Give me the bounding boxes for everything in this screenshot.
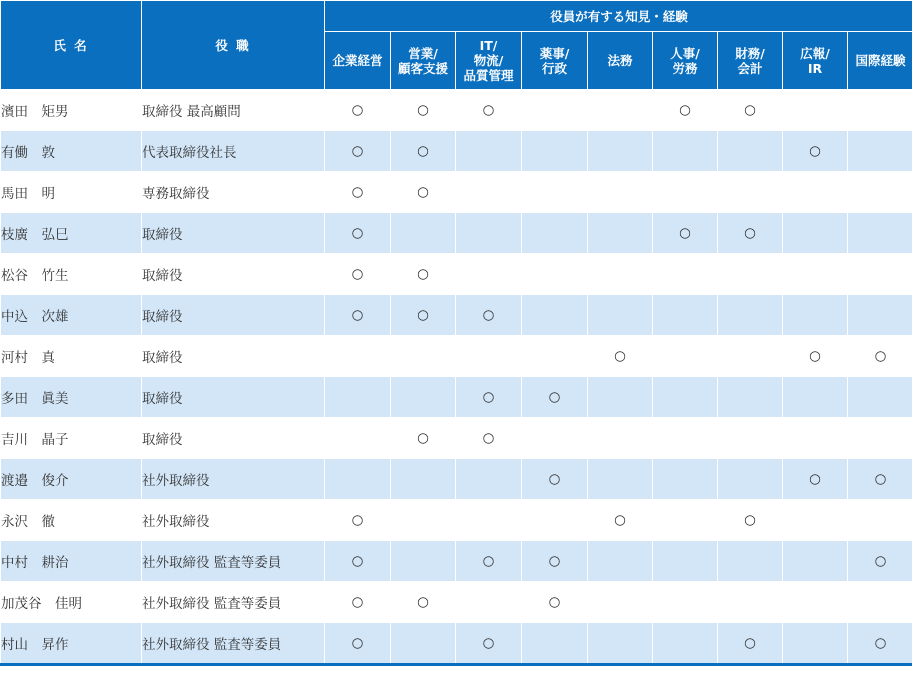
director-title: 取締役 <box>142 336 325 377</box>
director-name: 馬田 明 <box>1 172 142 213</box>
table-row <box>1 377 912 418</box>
skill-mark-cell: ○ <box>325 172 391 213</box>
skill-mark-cell: ○ <box>391 295 456 336</box>
skill-mark-cell: ○ <box>848 459 912 500</box>
skill-mark-cell: ○ <box>522 541 588 582</box>
table-row <box>1 500 912 541</box>
skill-mark-cell: ○ <box>522 582 588 623</box>
skill-empty-cell <box>588 582 653 623</box>
skill-empty-cell <box>718 131 783 172</box>
skill-empty-cell <box>718 377 783 418</box>
skill-empty-cell <box>653 623 718 665</box>
director-title: 取締役 <box>142 254 325 295</box>
skill-mark-cell: ○ <box>391 418 456 459</box>
table-row <box>1 172 912 213</box>
skill-mark-cell: ○ <box>325 295 391 336</box>
skill-empty-cell <box>848 90 912 131</box>
skill-header: IT/ 物流/ 品質管理 <box>456 32 522 90</box>
skill-empty-cell <box>783 541 848 582</box>
table-row <box>1 295 912 336</box>
skill-header: 財務/ 会計 <box>718 32 783 90</box>
skill-mark-cell: ○ <box>456 295 522 336</box>
skill-empty-cell <box>653 172 718 213</box>
skill-empty-cell <box>325 418 391 459</box>
table-row <box>1 254 912 295</box>
skill-empty-cell <box>783 500 848 541</box>
table-row <box>1 582 912 623</box>
skill-empty-cell <box>848 295 912 336</box>
skill-mark-cell: ○ <box>325 90 391 131</box>
director-name: 渡邉 俊介 <box>1 459 142 500</box>
skill-mark-cell: ○ <box>588 500 653 541</box>
skill-empty-cell <box>522 336 588 377</box>
director-title: 代表取締役社長 <box>142 131 325 172</box>
skill-empty-cell <box>653 459 718 500</box>
skill-empty-cell <box>718 254 783 295</box>
skill-empty-cell <box>456 582 522 623</box>
skill-empty-cell <box>522 131 588 172</box>
skill-empty-cell <box>588 541 653 582</box>
skill-empty-cell <box>522 418 588 459</box>
skill-empty-cell <box>456 500 522 541</box>
director-name: 加茂谷 佳明 <box>1 582 142 623</box>
skill-header: 営業/ 顧客支援 <box>391 32 456 90</box>
skill-empty-cell <box>456 131 522 172</box>
director-name: 多田 眞美 <box>1 377 142 418</box>
skill-empty-cell <box>848 377 912 418</box>
skill-empty-cell <box>391 336 456 377</box>
skill-empty-cell <box>718 418 783 459</box>
skill-empty-cell <box>653 418 718 459</box>
skill-empty-cell <box>718 336 783 377</box>
skill-mark-cell: ○ <box>325 131 391 172</box>
skill-header: 国際経験 <box>848 32 912 90</box>
skill-empty-cell <box>391 377 456 418</box>
skill-mark-cell: ○ <box>325 541 391 582</box>
skill-mark-cell: ○ <box>718 90 783 131</box>
skill-empty-cell <box>522 213 588 254</box>
skill-header: 広報/ IR <box>783 32 848 90</box>
skill-empty-cell <box>522 254 588 295</box>
skill-empty-cell <box>718 295 783 336</box>
skill-empty-cell <box>456 459 522 500</box>
director-title: 専務取締役 <box>142 172 325 213</box>
skill-empty-cell <box>848 418 912 459</box>
skill-empty-cell <box>522 623 588 665</box>
skill-empty-cell <box>653 500 718 541</box>
skill-mark-cell: ○ <box>325 213 391 254</box>
skill-empty-cell <box>325 377 391 418</box>
director-title: 社外取締役 監査等委員 <box>142 541 325 582</box>
skill-mark-cell: ○ <box>522 377 588 418</box>
director-title: 取締役 <box>142 295 325 336</box>
skill-mark-cell: ○ <box>653 213 718 254</box>
skill-empty-cell <box>588 418 653 459</box>
skill-mark-cell: ○ <box>391 172 456 213</box>
skill-empty-cell <box>848 213 912 254</box>
skill-empty-cell <box>588 295 653 336</box>
skill-empty-cell <box>848 172 912 213</box>
skill-empty-cell <box>588 90 653 131</box>
skill-empty-cell <box>456 213 522 254</box>
director-title: 取締役 最高顧問 <box>142 90 325 131</box>
skill-mark-cell: ○ <box>456 541 522 582</box>
skill-empty-cell <box>588 254 653 295</box>
director-title: 社外取締役 <box>142 500 325 541</box>
skill-mark-cell: ○ <box>783 336 848 377</box>
skill-mark-cell: ○ <box>325 254 391 295</box>
skill-mark-cell: ○ <box>391 254 456 295</box>
skill-header: 法務 <box>588 32 653 90</box>
skill-empty-cell <box>653 582 718 623</box>
skill-empty-cell <box>588 213 653 254</box>
director-title: 取締役 <box>142 213 325 254</box>
skill-empty-cell <box>588 172 653 213</box>
skill-mark-cell: ○ <box>783 459 848 500</box>
skill-empty-cell <box>391 623 456 665</box>
skill-mark-cell: ○ <box>653 90 718 131</box>
director-name: 中込 次雄 <box>1 295 142 336</box>
director-title: 取締役 <box>142 377 325 418</box>
skill-mark-cell: ○ <box>718 213 783 254</box>
skill-header: 薬事/ 行政 <box>522 32 588 90</box>
director-name: 枝廣 弘巳 <box>1 213 142 254</box>
skill-empty-cell <box>391 213 456 254</box>
skill-empty-cell <box>653 377 718 418</box>
skill-mark-cell: ○ <box>325 500 391 541</box>
table-row <box>1 213 912 254</box>
skill-empty-cell <box>588 459 653 500</box>
skill-mark-cell: ○ <box>456 377 522 418</box>
director-name: 有働 敦 <box>1 131 142 172</box>
skill-mark-cell: ○ <box>783 131 848 172</box>
skill-empty-cell <box>653 295 718 336</box>
skill-empty-cell <box>783 254 848 295</box>
column-header-title: 役 職 <box>142 1 325 90</box>
skill-empty-cell <box>783 377 848 418</box>
skill-empty-cell <box>588 623 653 665</box>
skill-empty-cell <box>588 131 653 172</box>
skill-empty-cell <box>718 459 783 500</box>
skill-mark-cell: ○ <box>588 336 653 377</box>
skill-mark-cell: ○ <box>325 582 391 623</box>
skill-empty-cell <box>653 541 718 582</box>
skill-empty-cell <box>456 254 522 295</box>
column-header-name: 氏 名 <box>1 1 142 90</box>
table-row <box>1 623 912 665</box>
column-group-header-skills: 役員が有する知見・経験 <box>325 1 912 32</box>
skill-mark-cell: ○ <box>391 90 456 131</box>
skill-mark-cell: ○ <box>391 131 456 172</box>
skill-empty-cell <box>718 541 783 582</box>
director-name: 村山 昇作 <box>1 623 142 665</box>
skill-empty-cell <box>653 131 718 172</box>
director-title: 取締役 <box>142 418 325 459</box>
skill-empty-cell <box>783 582 848 623</box>
skill-empty-cell <box>783 172 848 213</box>
director-name: 河村 真 <box>1 336 142 377</box>
director-name: 中村 耕治 <box>1 541 142 582</box>
skill-empty-cell <box>848 500 912 541</box>
skill-empty-cell <box>718 582 783 623</box>
skill-mark-cell: ○ <box>848 541 912 582</box>
table-row <box>1 459 912 500</box>
skill-mark-cell: ○ <box>718 623 783 665</box>
skill-mark-cell: ○ <box>456 623 522 665</box>
skill-empty-cell <box>783 418 848 459</box>
director-title: 社外取締役 <box>142 459 325 500</box>
skill-empty-cell <box>783 623 848 665</box>
skill-empty-cell <box>391 500 456 541</box>
skill-empty-cell <box>848 131 912 172</box>
skill-empty-cell <box>522 295 588 336</box>
skill-empty-cell <box>391 541 456 582</box>
skill-empty-cell <box>848 254 912 295</box>
skill-empty-cell <box>783 295 848 336</box>
skill-empty-cell <box>522 500 588 541</box>
skill-empty-cell <box>522 172 588 213</box>
skill-mark-cell: ○ <box>391 582 456 623</box>
skill-mark-cell: ○ <box>522 459 588 500</box>
table-row <box>1 541 912 582</box>
skill-empty-cell <box>653 254 718 295</box>
skill-header: 人事/ 労務 <box>653 32 718 90</box>
skill-empty-cell <box>456 336 522 377</box>
skill-mark-cell: ○ <box>325 623 391 665</box>
director-title: 社外取締役 監査等委員 <box>142 582 325 623</box>
skill-empty-cell <box>325 336 391 377</box>
director-name: 永沢 徹 <box>1 500 142 541</box>
skill-mark-cell: ○ <box>848 623 912 665</box>
skill-empty-cell <box>718 172 783 213</box>
skill-mark-cell: ○ <box>456 418 522 459</box>
director-title: 社外取締役 監査等委員 <box>142 623 325 665</box>
skill-empty-cell <box>456 172 522 213</box>
table-row <box>1 131 912 172</box>
skill-empty-cell <box>588 377 653 418</box>
director-name: 濱田 矩男 <box>1 90 142 131</box>
table-row <box>1 336 912 377</box>
skill-mark-cell: ○ <box>718 500 783 541</box>
table-row <box>1 418 912 459</box>
skill-empty-cell <box>325 459 391 500</box>
director-name: 吉川 晶子 <box>1 418 142 459</box>
director-name: 松谷 竹生 <box>1 254 142 295</box>
skill-empty-cell <box>783 90 848 131</box>
skill-empty-cell <box>653 336 718 377</box>
skill-empty-cell <box>848 582 912 623</box>
skill-header: 企業経営 <box>325 32 391 90</box>
skill-empty-cell <box>391 459 456 500</box>
skill-empty-cell <box>783 213 848 254</box>
table-row <box>1 90 912 131</box>
skill-mark-cell: ○ <box>848 336 912 377</box>
skill-mark-cell: ○ <box>456 90 522 131</box>
skill-empty-cell <box>522 90 588 131</box>
